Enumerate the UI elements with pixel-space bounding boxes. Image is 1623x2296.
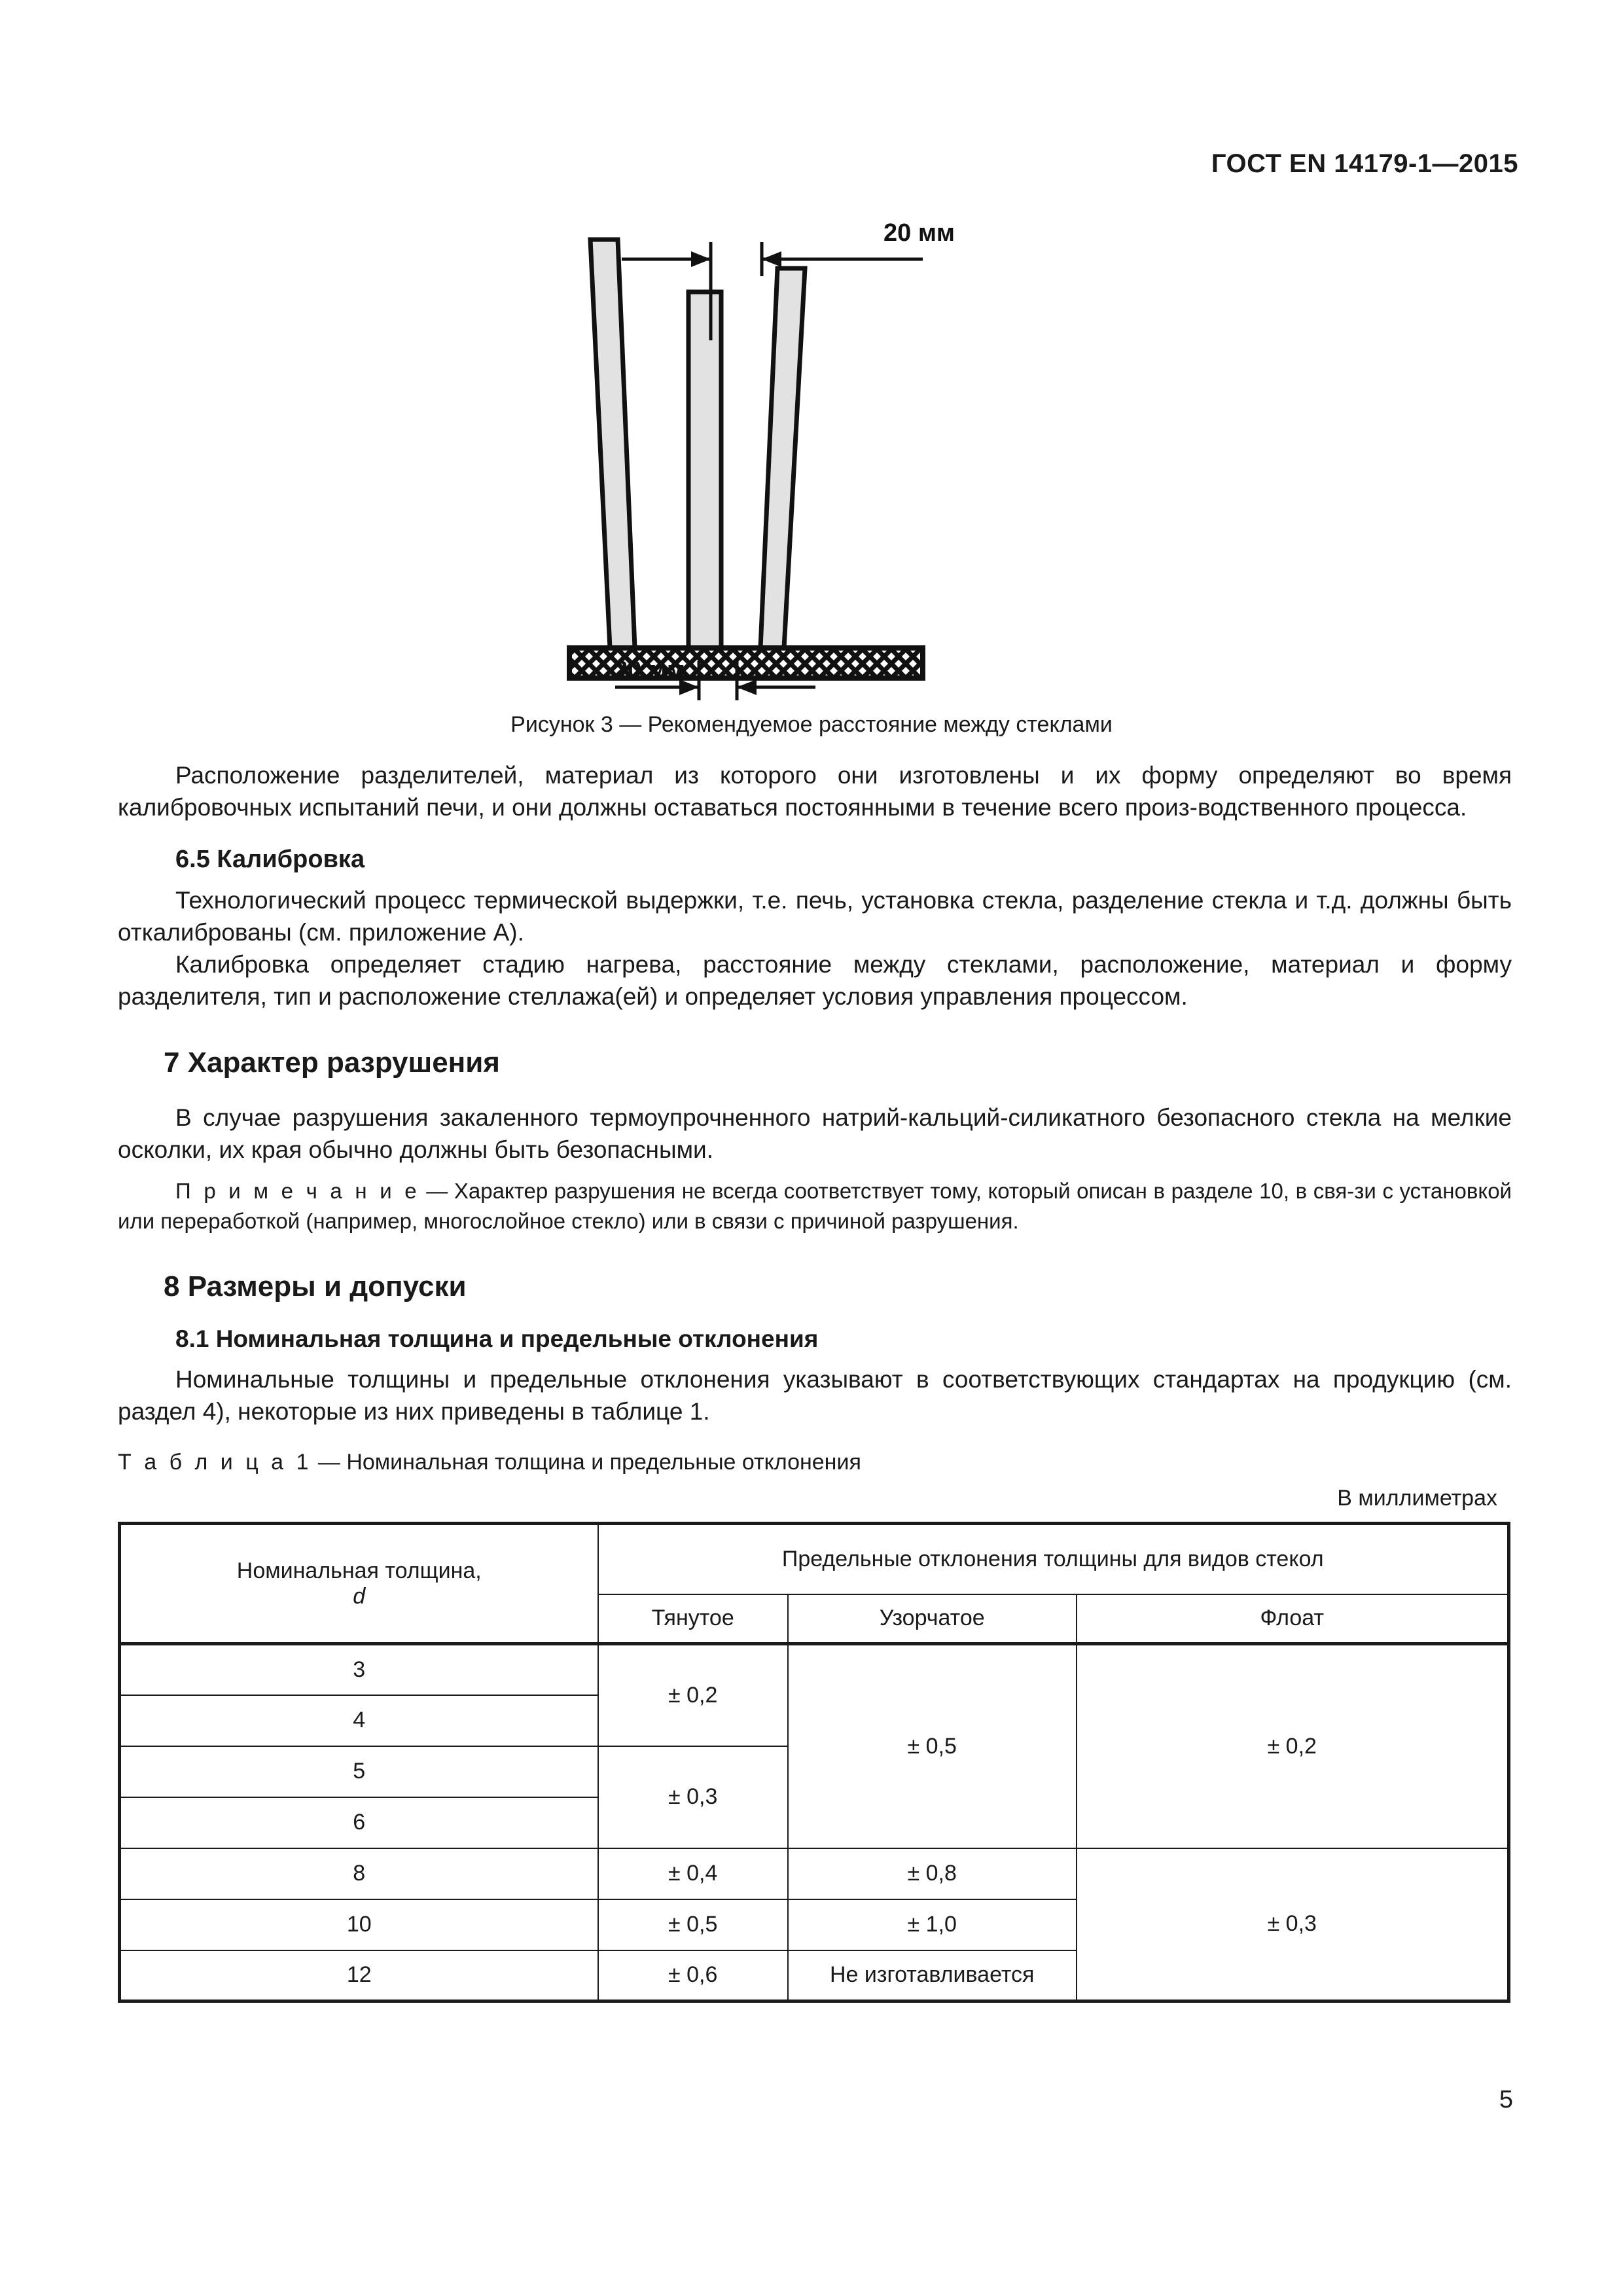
note-text: Характер разрушения не всегда соответствует тому, который описан в разделе 10, в свя-зи с установкой или переработкой (например, многослойное стекло) или в связи с причиной разрушения. bbox=[118, 1179, 1512, 1233]
cell-thickness: 3 bbox=[120, 1644, 598, 1695]
table-row bbox=[120, 1848, 1509, 1899]
cell-float-8-12: ± 0,3 bbox=[1077, 1848, 1509, 2001]
heading-8: 8 Размеры и допуски bbox=[164, 1270, 467, 1302]
cell-drawn-12: ± 0,6 bbox=[598, 1950, 788, 2001]
paragraph-separators: Расположение разделителей, материал из которого они изготовлены и их форму определяют во время калибровочных испытаний печи, и они должны оставаться постоянными в течение всего произ-водственного процесса. bbox=[118, 762, 1512, 821]
figure-3 bbox=[0, 203, 1623, 713]
page-number: 5 bbox=[1499, 2086, 1513, 2113]
glass-spacing-diagram bbox=[517, 203, 1106, 700]
table-header-row-1 bbox=[120, 1524, 1509, 1594]
paragraph-8-1: Номинальные толщины и предельные отклонения указывают в соответствующих стандартах на продукцию (см. раздел 4), некоторые из них приведены в таблице 1. bbox=[118, 1366, 1512, 1425]
table-caption bbox=[118, 1450, 1512, 1475]
note-dash: — bbox=[419, 1179, 454, 1203]
note-7 bbox=[118, 1176, 1512, 1236]
header-col-patterned: Узорчатое bbox=[788, 1594, 1077, 1644]
top-dimension-label: 20 мм bbox=[883, 219, 955, 247]
header-deviations: Предельные отклонения толщины для видов стекол bbox=[598, 1524, 1509, 1594]
thickness-tolerance-table bbox=[118, 1522, 1510, 2003]
top-arrow-right bbox=[762, 251, 781, 267]
table-caption-label: Т а б л и ц а 1 bbox=[118, 1450, 312, 1475]
cell-drawn-8: ± 0,4 bbox=[598, 1848, 788, 1899]
header-nominal-thickness bbox=[120, 1524, 598, 1644]
header-nominal-thickness-line1: Номинальная толщина, bbox=[236, 1558, 482, 1583]
table-row bbox=[120, 1644, 1509, 1695]
note-label: П р и м е ч а н и е bbox=[175, 1179, 420, 1203]
cell-thickness: 12 bbox=[120, 1950, 598, 2001]
heading-6-5: 6.5 Калибровка bbox=[175, 846, 365, 873]
cell-thickness: 5 bbox=[120, 1746, 598, 1797]
figure-caption: Рисунок 3 — Рекомендуемое расстояние между стеклами bbox=[510, 712, 1113, 737]
cell-patterned-12: Не изготавливается bbox=[788, 1950, 1077, 2001]
header-col-drawn: Тянутое bbox=[598, 1594, 788, 1644]
glass-pane-left bbox=[590, 240, 635, 648]
glass-pane-middle bbox=[688, 292, 721, 648]
header-nominal-thickness-symbol: d bbox=[353, 1583, 366, 1609]
table-units: В миллиметрах bbox=[1337, 1486, 1497, 1511]
paragraph-7-1: В случае разрушения закаленного термоупрочненного натрий-кальций-силикатного безопасного стекла на мелкие осколки, их края обычно должны быть безопасными. bbox=[118, 1104, 1512, 1163]
cell-drawn-10: ± 0,5 bbox=[598, 1899, 788, 1950]
cell-drawn-5-6: ± 0,3 bbox=[598, 1746, 788, 1848]
bottom-arrow-right bbox=[737, 679, 757, 695]
heading-8-1: 8.1 Номинальная толщина и предельные отклонения bbox=[175, 1325, 819, 1352]
header-col-float: Флоат bbox=[1077, 1594, 1509, 1644]
page-title: ГОСТ EN 14179-1—2015 bbox=[1211, 149, 1518, 178]
cell-patterned-10: ± 1,0 bbox=[788, 1899, 1077, 1950]
table-caption-text: Номинальная толщина и предельные отклонения bbox=[346, 1450, 861, 1475]
cell-patterned-8: ± 0,8 bbox=[788, 1848, 1077, 1899]
cell-drawn-3-4: ± 0,2 bbox=[598, 1644, 788, 1746]
glass-pane-right bbox=[760, 268, 805, 648]
cell-thickness: 8 bbox=[120, 1848, 598, 1899]
top-arrow-left bbox=[691, 251, 711, 267]
cell-float-3-6: ± 0,2 bbox=[1077, 1644, 1509, 1848]
cell-thickness: 4 bbox=[120, 1695, 598, 1746]
paragraph-6-5-2: Калибровка определяет стадию нагрева, расстояние между стеклами, расположение, материал и форму разделителя, тип и расположение стеллажа(ей) и определяет условия управления процессом. bbox=[118, 951, 1512, 1010]
cell-thickness: 10 bbox=[120, 1899, 598, 1950]
cell-thickness: 6 bbox=[120, 1797, 598, 1848]
bottom-dimension-label: 20 мм bbox=[614, 656, 686, 684]
document-body bbox=[118, 759, 1512, 2003]
heading-7: 7 Характер разрушения bbox=[164, 1047, 500, 1079]
cell-patterned-3-6: ± 0,5 bbox=[788, 1644, 1077, 1848]
paragraph-6-5-1: Технологический процесс термической выдержки, т.е. печь, установка стекла, разделение стекла и т.д. должны быть откалиброваны (см. приложение А). bbox=[118, 887, 1512, 946]
table-caption-dash: — bbox=[312, 1450, 347, 1475]
